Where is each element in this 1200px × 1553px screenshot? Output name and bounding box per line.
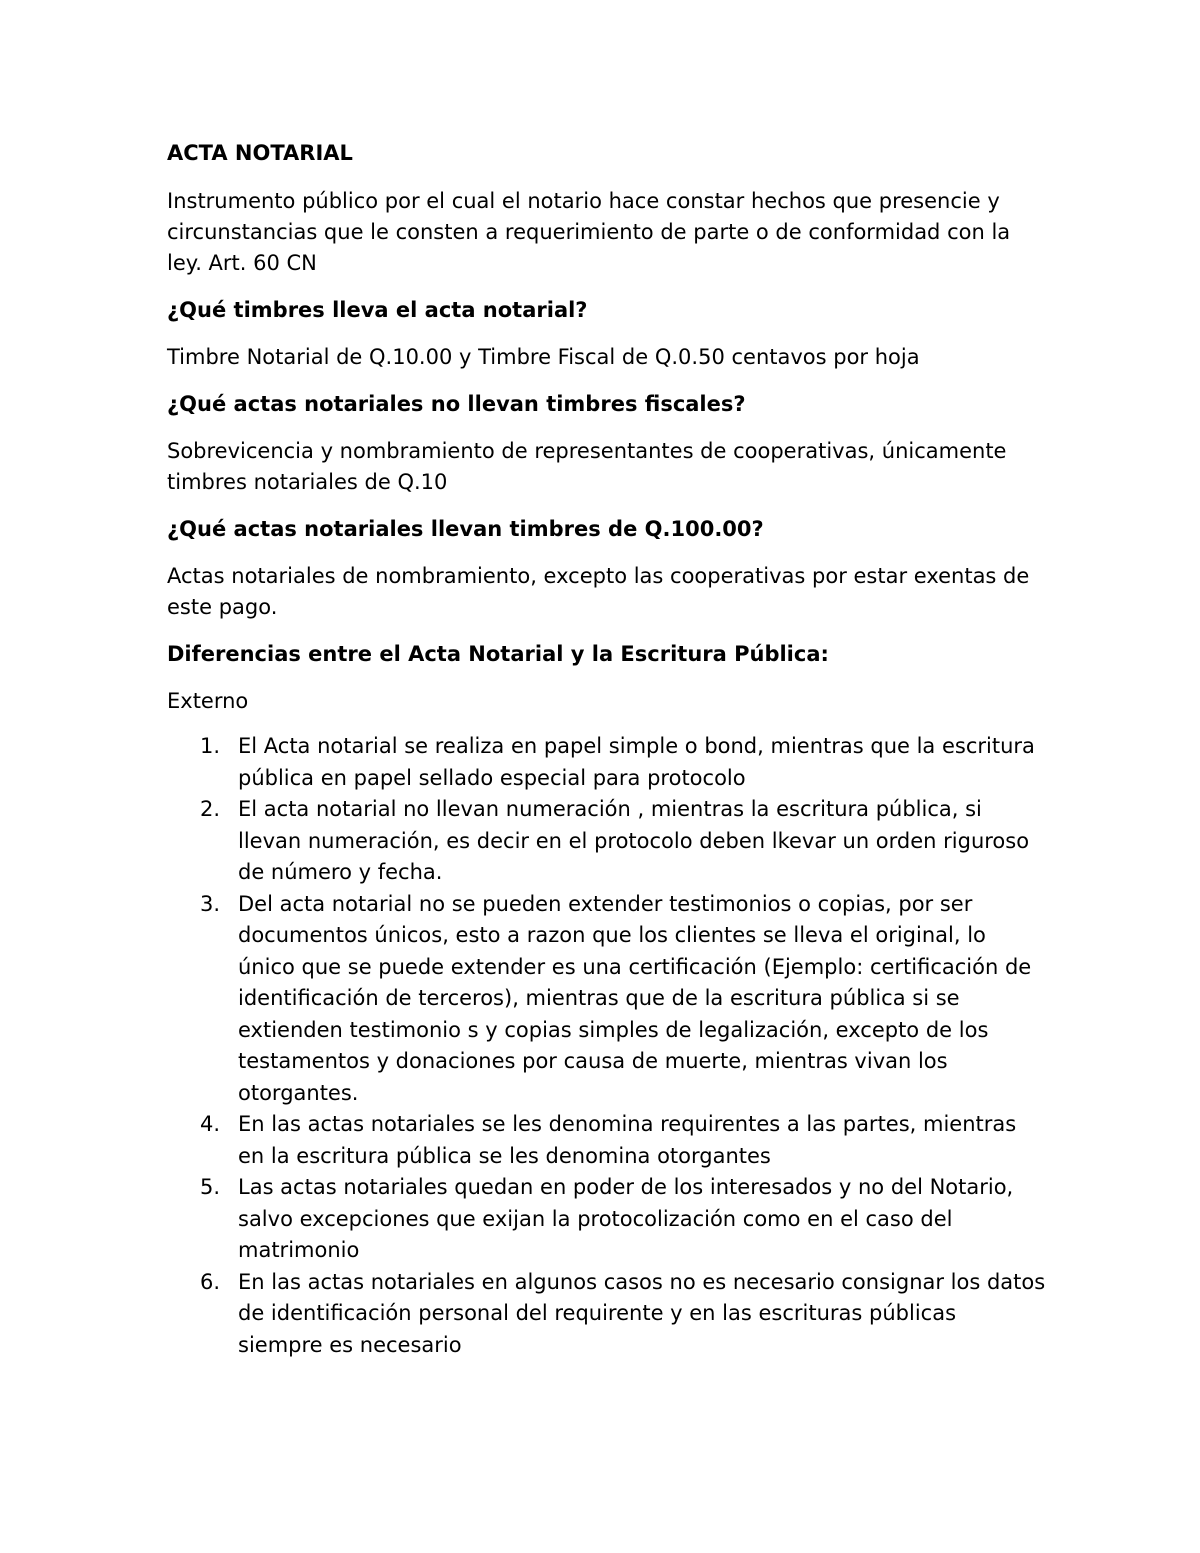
list-item (167, 889, 1047, 1110)
list-item (167, 1172, 1047, 1267)
document-page (167, 138, 1047, 1361)
answer-timbres: Timbre Notarial de Q.10.00 y Timbre Fiscal de Q.0.50 centavos por hoja (167, 345, 920, 369)
differences-heading: Diferencias entre el Acta Notarial y la Escritura Pública: (167, 642, 829, 666)
list-item-text: Del acta notarial no se pueden extender testimonios o copias, por ser documentos únicos, esto a razon que los clientes se lleva el original, lo único que se puede extender es una certificación (Ejemplo: certificación de identificación de terceros), mientras que de la escritura pública si se extienden testimonio s y copias simples de legalización, excepto de los testamentos y donaciones por causa de muerte, mientras vivan los otorgantes. (238, 891, 1032, 1105)
list-item-number: 4. (200, 1112, 221, 1136)
list-item-number: 3. (200, 891, 221, 916)
question-timbres: ¿Qué timbres lleva el acta notarial? (167, 298, 588, 322)
differences-list (167, 731, 1047, 1361)
document-title: ACTA NOTARIAL (167, 141, 353, 165)
external-subheading: Externo (167, 689, 249, 713)
list-item (167, 794, 1047, 889)
list-item-number: 5. (200, 1175, 221, 1199)
answer-sin-timbres-fiscales: Sobrevicencia y nombramiento de representantes de cooperativas, únicamente timbres notariales de Q.10 (167, 439, 1007, 494)
list-item-text: El Acta notarial se realiza en papel simple o bond, mientras que la escritura pública en papel sellado especial para protocolo (238, 734, 1035, 790)
list-item-number: 1. (200, 734, 221, 758)
list-item (167, 1267, 1047, 1362)
question-timbres-100: ¿Qué actas notariales llevan timbres de Q.100.00? (167, 517, 764, 541)
list-item-number: 2. (200, 797, 221, 821)
list-item-number: 6. (200, 1269, 221, 1294)
answer-timbres-100: Actas notariales de nombramiento, excepto las cooperativas por estar exentas de este pago. (167, 564, 1030, 619)
definition-paragraph: Instrumento público por el cual el notario hace constar hechos que presencie y circunstancias que le consten a requerimiento de parte o de conformidad con la ley. Art. 60 CN (167, 189, 1011, 275)
list-item (167, 731, 1047, 794)
question-sin-timbres-fiscales: ¿Qué actas notariales no llevan timbres fiscales? (167, 392, 746, 416)
list-item (167, 1109, 1047, 1172)
list-item-text: Las actas notariales quedan en poder de los interesados y no del Notario, salvo excepciones que exijan la protocolización como en el caso del matrimonio (238, 1175, 1014, 1262)
list-item-text: En las actas notariales se les denomina requirentes a las partes, mientras en la escritura pública se les denomina otorgantes (238, 1112, 1017, 1168)
list-item-text: El acta notarial no llevan numeración , mientras la escritura pública, si llevan numeración, es decir en el protocolo deben lkevar un orden riguroso de número y fecha. (238, 797, 1030, 884)
list-item-text: En las actas notariales en algunos casos no es necesario consignar los datos de identificación personal del requirente y en las escrituras públicas siempre es necesario (238, 1269, 1046, 1357)
